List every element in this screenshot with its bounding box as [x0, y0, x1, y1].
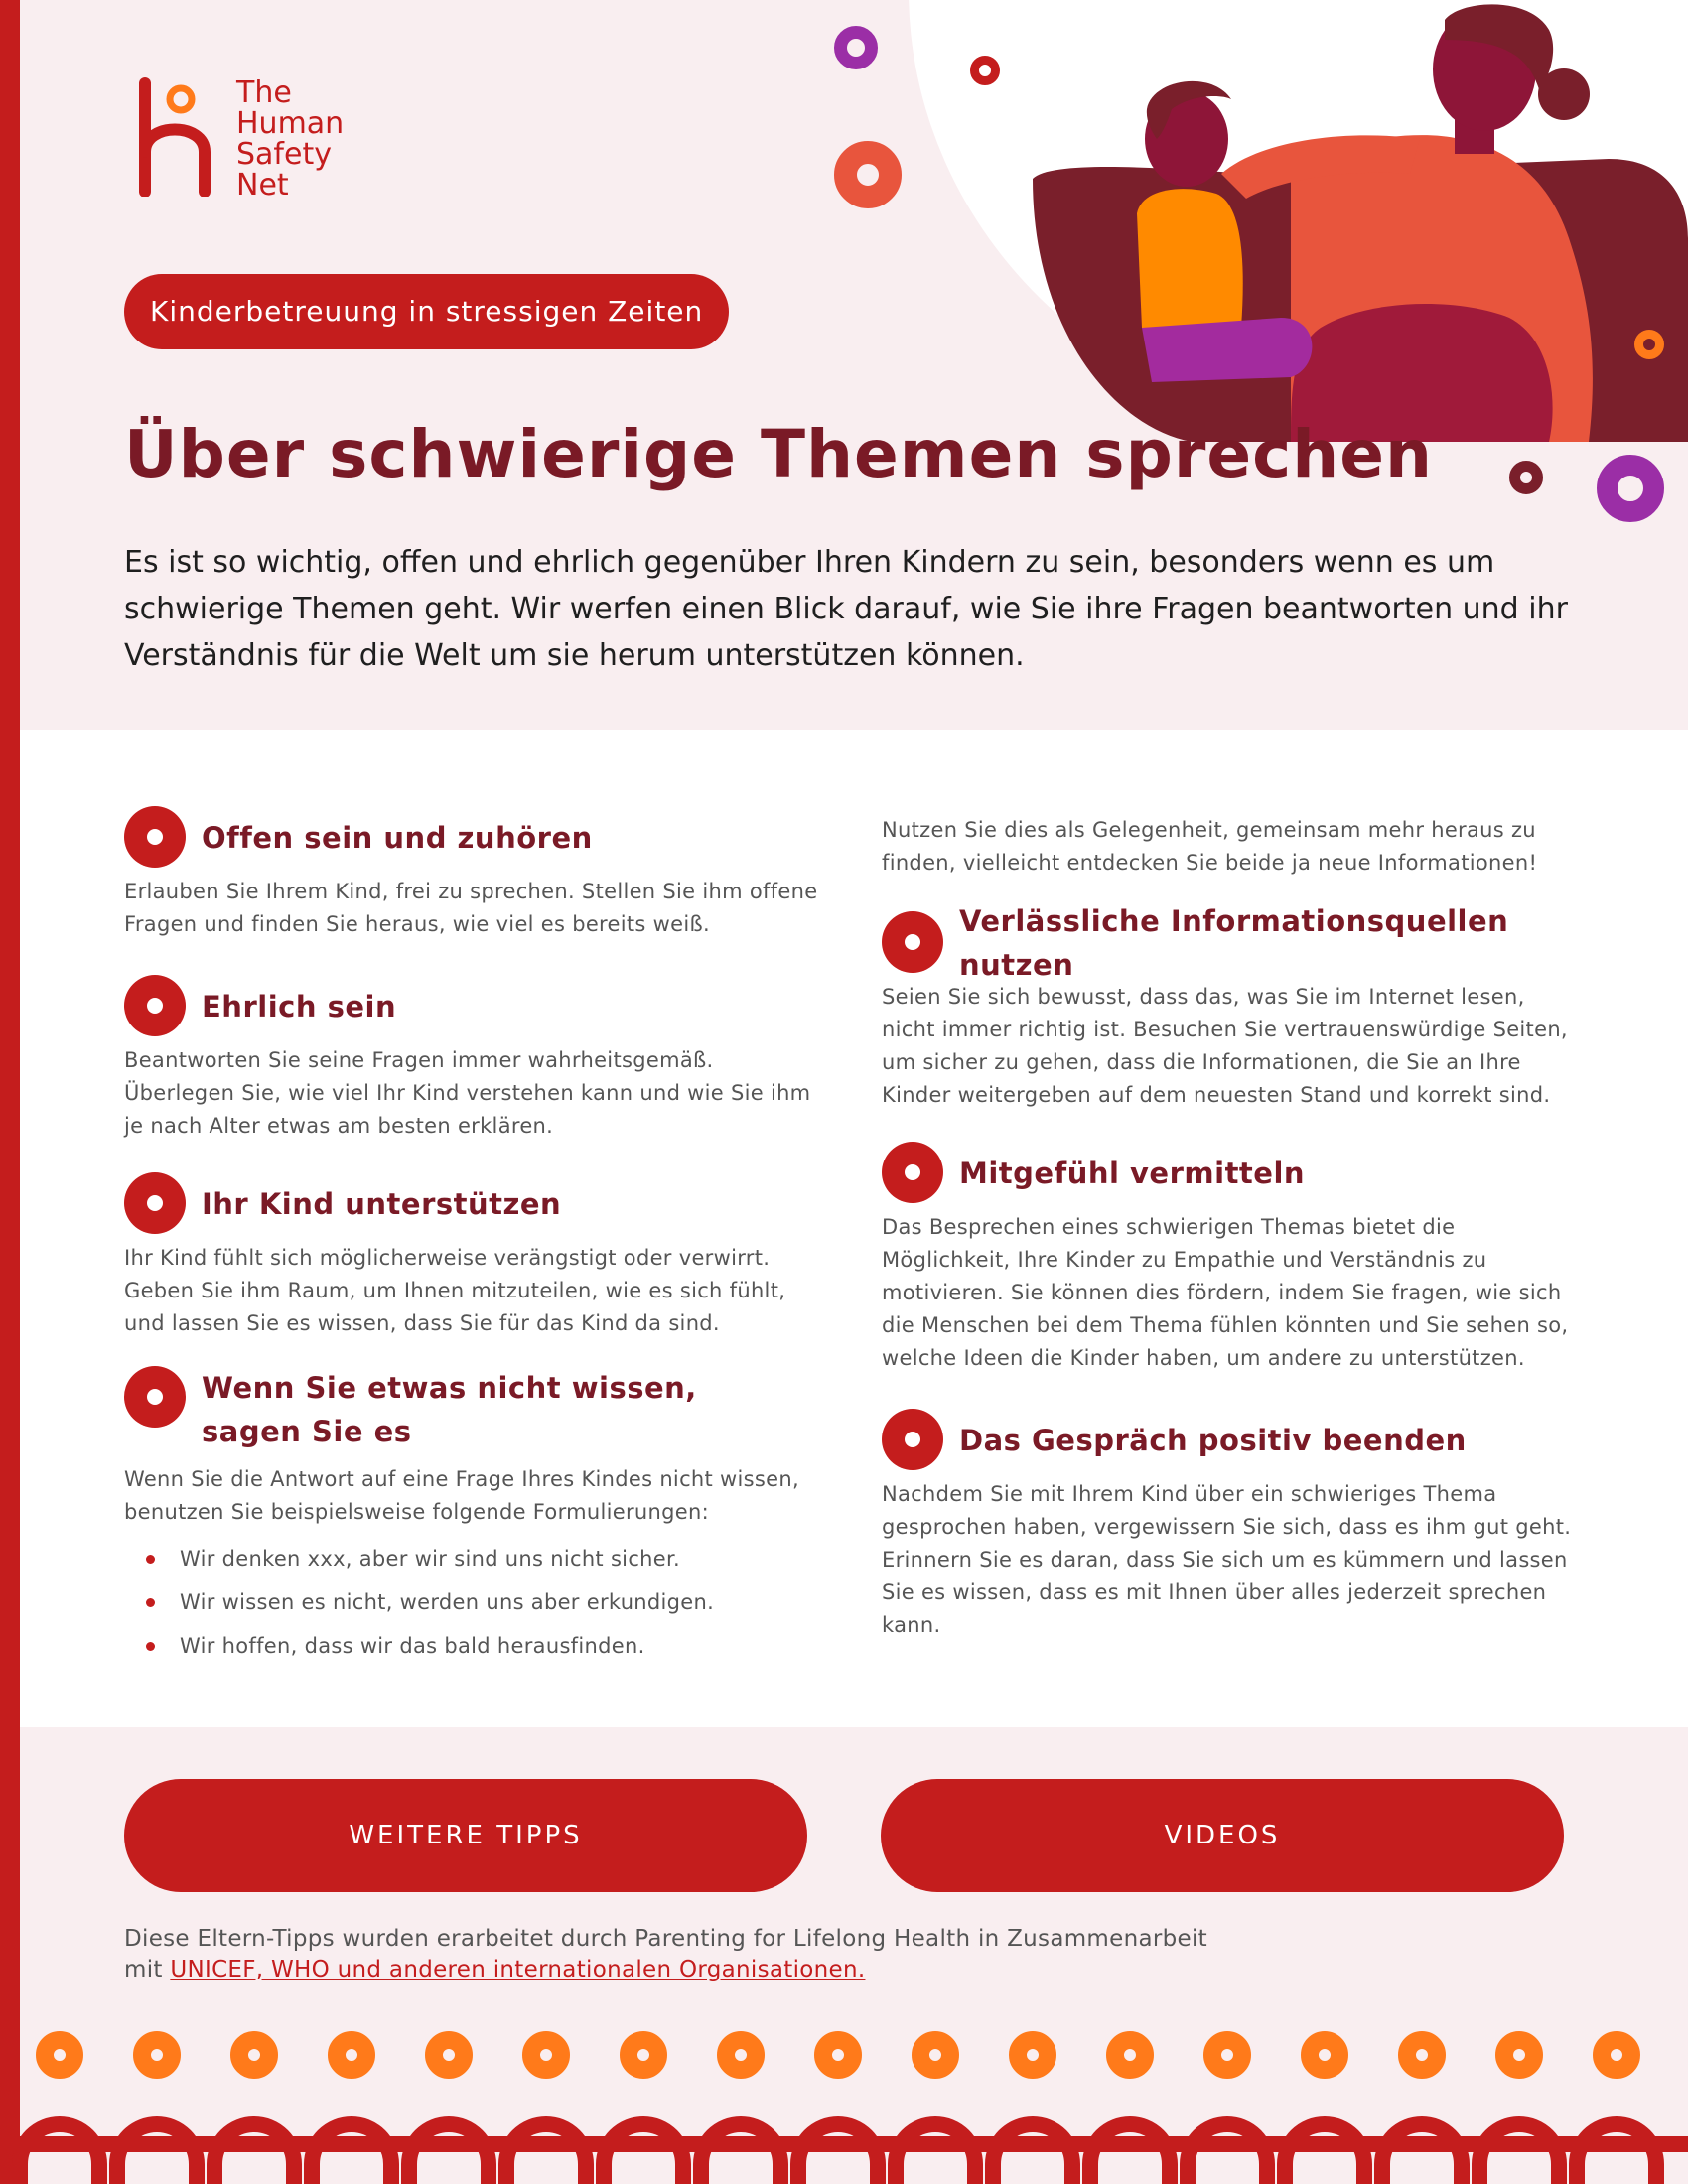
- deco-red-ring-small: [970, 56, 1000, 85]
- credit-text: [124, 1924, 1316, 1985]
- more-tips-button[interactable]: WEITERE TIPPS: [124, 1779, 807, 1892]
- bullet-badge-icon: [882, 1142, 943, 1203]
- continuation-text: Nutzen Sie dies als Gelegenheit, gemeinsam mehr heraus zu finden, vielleicht entdecken Sie beide ja neue Informationen!: [882, 818, 1538, 875]
- list-item: Wir hoffen, dass wir das bald herausfinden.: [124, 1624, 819, 1668]
- phrase-list: [124, 1537, 819, 1668]
- intro-paragraph: Es ist so wichtig, offen und ehrlich gegenüber Ihren Kindern zu sein, besonders wenn es um schwierige Themen geht. Wir werfen einen Blick darauf, wie Sie ihre Fragen beantworten und ihr Verständnis für die Welt um sie herum unterstützen können.: [124, 545, 1568, 673]
- section-end-positive: [882, 1409, 1577, 1642]
- section-header: [124, 806, 819, 870]
- deco-dark-ring: [1509, 461, 1543, 494]
- section-reliable-sources: [882, 904, 1577, 1112]
- brand-logo[interactable]: [139, 77, 377, 206]
- section-title: Das Gespräch positiv beenden: [959, 1424, 1467, 1457]
- left-column: [124, 802, 819, 1668]
- section-title: Mitgefühl vermitteln: [959, 1157, 1306, 1190]
- section-body: Erlauben Sie Ihrem Kind, frei zu sprechen. Stellen Sie ihm offene Fragen und finden Sie heraus, wie viel es bereits weiß.: [124, 880, 818, 936]
- section-body: Ihr Kind fühlt sich möglicherweise verängstigt oder verwirrt. Geben Sie ihm Raum, um Ihnen mitzuteilen, wie es sich fühlt, und lassen Sie es wissen, dass Sie für das Kind da sind.: [124, 1246, 786, 1335]
- section-header: [124, 1366, 819, 1457]
- section-header: [882, 904, 1577, 982]
- bullet-badge-icon: [124, 1172, 186, 1234]
- section-honest: [124, 975, 819, 1143]
- section-body: Wenn Sie die Antwort auf eine Frage Ihres Kindes nicht wissen, benutzen Sie beispielsweise folgende Formulierungen:: [124, 1467, 799, 1524]
- section-title: Offen sein und zuhören: [202, 821, 593, 855]
- logo-line-3: Safety: [236, 137, 332, 172]
- logo-line-1: The: [236, 75, 292, 110]
- footer-decoration: [0, 2025, 1688, 2184]
- section-title: Ihr Kind unterstützen: [202, 1187, 562, 1221]
- section-title: Verlässliche Informationsquellen nutzen: [959, 904, 1509, 982]
- bullet-badge-icon: [882, 1409, 943, 1470]
- deco-purple-ring-large: [1597, 455, 1664, 522]
- section-body: Nachdem Sie mit Ihrem Kind über ein schwieriges Thema gesprochen haben, vergewissern Sie sich, dass es ihm gut geht. Erinnern Sie es daran, dass Sie sich um es kümmern und lassen Sie es wissen, dass es mit Ihnen über alles jederzeit sprechen kann.: [882, 1482, 1572, 1637]
- list-item: Wir denken xxx, aber wir sind uns nicht sicher.: [124, 1537, 819, 1580]
- bullet-badge-icon: [124, 1366, 186, 1428]
- bullet-badge-icon: [124, 975, 186, 1036]
- section-support-child: [124, 1172, 819, 1340]
- section-body: Beantworten Sie seine Fragen immer wahrheitsgemäß. Überlegen Sie, wie viel Ihr Kind verstehen kann und wie Sie ihm je nach Alter etwas am besten erklären.: [124, 1048, 811, 1138]
- section-compassion: [882, 1142, 1577, 1375]
- section-title: Wenn Sie etwas nicht wissen, sagen Sie es: [202, 1371, 697, 1448]
- bullet-badge-icon: [124, 806, 186, 868]
- credit-main: Diese Eltern-Tipps wurden erarbeitet durch Parenting for Lifelong Health in Zusammenarbeit: [124, 1926, 1207, 1952]
- deco-purple-ring: [834, 26, 878, 69]
- category-tag: Kinderbetreuung in stressigen Zeiten: [124, 274, 729, 349]
- section-header: [124, 975, 819, 1038]
- left-accent-bar: [0, 0, 20, 2184]
- section-header: [882, 1142, 1577, 1205]
- videos-button[interactable]: VIDEOS: [881, 1779, 1564, 1892]
- section-body: Das Besprechen eines schwierigen Themas bietet die Möglichkeit, Ihre Kinder zu Empathie und Verständnis zu motivieren. Sie können dies fördern, indem Sie fragen, wie sich die Menschen bei dem Thema fühlen könnten und Sie sehen so, welche Ideen die Kinder haben, um andere zu unterstützen.: [882, 1215, 1569, 1370]
- parent-child-illustration: [993, 0, 1688, 442]
- logo-h-icon: [139, 77, 218, 197]
- footer-orange-dots: [45, 2040, 1631, 2070]
- section-say-you-dont-know: [124, 1366, 819, 1668]
- logo-wordmark: [236, 77, 344, 201]
- right-column: [882, 814, 1577, 1642]
- deco-orange-ring: [834, 141, 902, 208]
- bullet-badge-icon: [882, 911, 943, 973]
- list-item: Wir wissen es nicht, werden uns aber erkundigen.: [124, 1580, 819, 1624]
- section-header: [124, 1172, 819, 1236]
- logo-line-2: Human: [236, 106, 345, 141]
- section-open-listen: [124, 806, 819, 941]
- section-title: Ehrlich sein: [202, 990, 397, 1024]
- footer-red-arches: [20, 2124, 1656, 2184]
- section-body: Seien Sie sich bewusst, dass das, was Sie im Internet lesen, nicht immer richtig ist. Besuchen Sie vertrauenswürdige Seiten, um sicher zu gehen, dass die Informationen, die Sie an Ihre Kinder weitergeben auf dem neuesten Stand und korrekt sind.: [882, 985, 1568, 1107]
- logo-line-4: Net: [236, 168, 289, 203]
- credit-prefix: mit: [124, 1957, 163, 1982]
- deco-orange-ring-right: [1634, 330, 1664, 359]
- section-header: [882, 1409, 1577, 1472]
- partners-link[interactable]: UNICEF, WHO und anderen internationalen Organisationen.: [170, 1957, 866, 1982]
- page-title: Über schwierige Themen sprechen: [124, 416, 1433, 492]
